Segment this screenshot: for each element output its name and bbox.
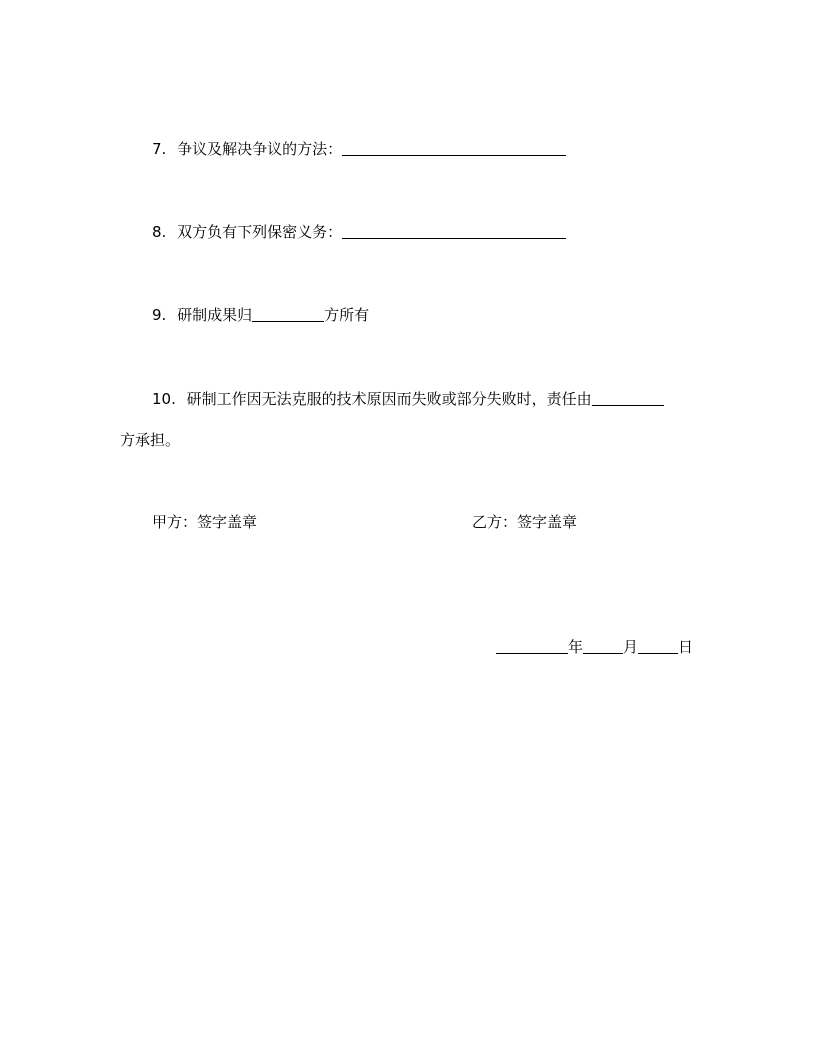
- clause-number: 8.: [152, 223, 167, 241]
- clause-10: [152, 388, 664, 408]
- clause-number: 10.: [152, 390, 176, 408]
- date-line: [496, 636, 693, 656]
- year-blank[interactable]: [496, 638, 568, 654]
- party-a-signature: [152, 512, 257, 532]
- fill-in-blank[interactable]: [592, 390, 664, 406]
- clause-text: 争议及解决争议的方法：: [177, 140, 343, 158]
- day-label: 日: [678, 638, 694, 656]
- party-a-label: 甲方：签字盖章: [152, 513, 258, 531]
- party-b-signature: [472, 512, 577, 532]
- clause-text: 方承担。: [120, 431, 181, 449]
- year-label: 年: [568, 638, 584, 656]
- party-b-label: 乙方：签字盖章: [472, 513, 578, 531]
- fill-in-blank[interactable]: [342, 140, 566, 156]
- clause-number: 9.: [152, 306, 167, 324]
- month-label: 月: [623, 638, 639, 656]
- clause-text: 研制成果归: [177, 306, 253, 324]
- clause-9: [152, 304, 369, 324]
- fill-in-blank[interactable]: [252, 306, 324, 322]
- clause-text: 研制工作因无法克服的技术原因而失败或部分失败时，责任由: [186, 390, 592, 408]
- clause-text: 双方负有下列保密义务：: [177, 223, 343, 241]
- clause-7: [152, 138, 566, 158]
- day-blank[interactable]: [638, 638, 678, 654]
- clause-number: 7.: [152, 140, 167, 158]
- clause-10-continuation: [120, 430, 180, 450]
- month-blank[interactable]: [583, 638, 623, 654]
- clause-text-after: 方所有: [324, 306, 370, 324]
- clause-8: [152, 221, 566, 241]
- fill-in-blank[interactable]: [342, 223, 566, 239]
